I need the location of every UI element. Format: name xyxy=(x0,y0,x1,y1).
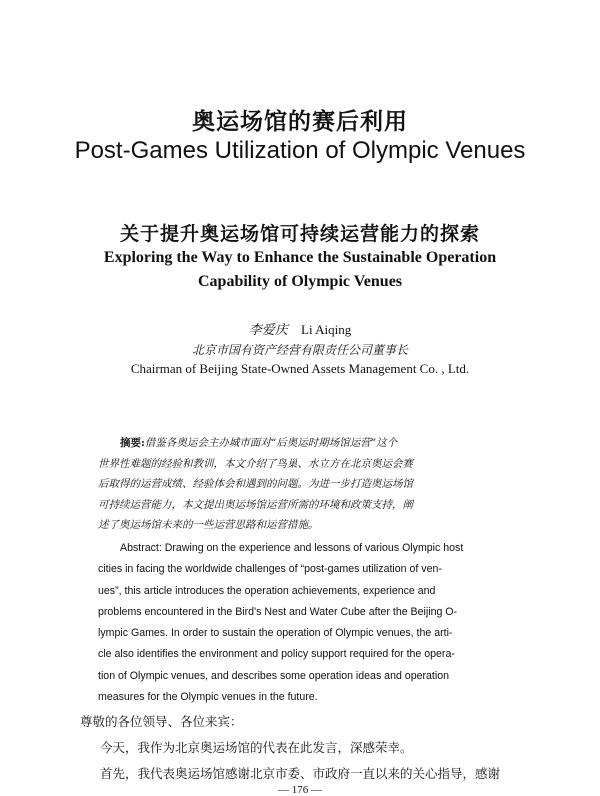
abstract-en-line: tion of Olympic venues, and describes some operation ideas and operation xyxy=(98,669,449,682)
abstract-zh-line: 可持续运营能力，本文提出奥运场馆运营所需的环境和政策支持，阐 xyxy=(98,498,413,511)
abstract-en-line: measures for the Olympic venues in the future. xyxy=(98,691,318,704)
abstract-zh-line: 摘要:借鉴各奥运会主办城市面对“后奥运时期场馆运营”这个 xyxy=(120,437,398,449)
author-affiliation-en: Chairman of Beijing State-Owned Assets Management Co. , Ltd. xyxy=(130,361,470,376)
abstract-zh-line: 世界性难题的经验和教训，本文介绍了鸟巢、水立方在北京奥运会赛 xyxy=(98,457,413,470)
article-title-zh: 关于提升奥运场馆可持续运营能力的探索 xyxy=(119,223,480,245)
salutation: 尊敬的各位领导、各位来宾： xyxy=(80,714,243,729)
abstract-zh-label: 摘要: xyxy=(120,437,145,449)
body-paragraph: 今天，我作为北京奥运场馆的代表在此发言，深感荣幸。 xyxy=(100,740,413,755)
body-paragraph: 首先，我代表奥运场馆感谢北京市委、市政府一直以来的关心指导，感谢 xyxy=(100,766,501,781)
abstract-zh xyxy=(98,433,502,536)
abstract-en-line: ues”, this article introduces the operation achievements, experience and xyxy=(98,584,436,597)
abstract-zh-line: 后取得的运营成绩、经验体会和遇到的问题。为进一步打造奥运场馆 xyxy=(98,478,413,490)
abstract-en-line: Abstract: Drawing on the experience and lessons of various Olympic host xyxy=(120,542,464,554)
section-title-zh: 奥运场馆的赛后利用 xyxy=(192,109,408,135)
abstract-en-line: cle also identifies the environment and policy support required for the opera- xyxy=(98,648,455,661)
author-name-en: Li Aiqing xyxy=(301,322,352,337)
author-affiliation-zh: 北京市国有资产经营有限责任公司董事长 xyxy=(191,343,408,357)
article-title-en-line1: Exploring the Way to Enhance the Sustainable Operation xyxy=(103,249,497,266)
abstract-en-line: cities in facing the worldwide challenges of “post-games utilization of ven- xyxy=(98,563,442,576)
author xyxy=(0,319,600,338)
section-title-en: Post-Games Utilization of Olympic Venues xyxy=(74,137,526,164)
article-title-en-line2: Capability of Olympic Venues xyxy=(197,273,403,290)
page-number: — 176 — xyxy=(278,784,322,796)
abstract-en xyxy=(98,538,502,708)
author-name-zh: 李爱庆 xyxy=(248,323,288,338)
abstract-en-line: problems encountered in the Bird's Nest and Water Cube after the Beijing O- xyxy=(98,605,458,618)
abstract-zh-line: 述了奥运场馆未来的一些运营思路和运营措施。 xyxy=(98,519,319,531)
abstract-en-line: lympic Games. In order to sustain the operation of Olympic venues, the arti- xyxy=(98,627,453,640)
